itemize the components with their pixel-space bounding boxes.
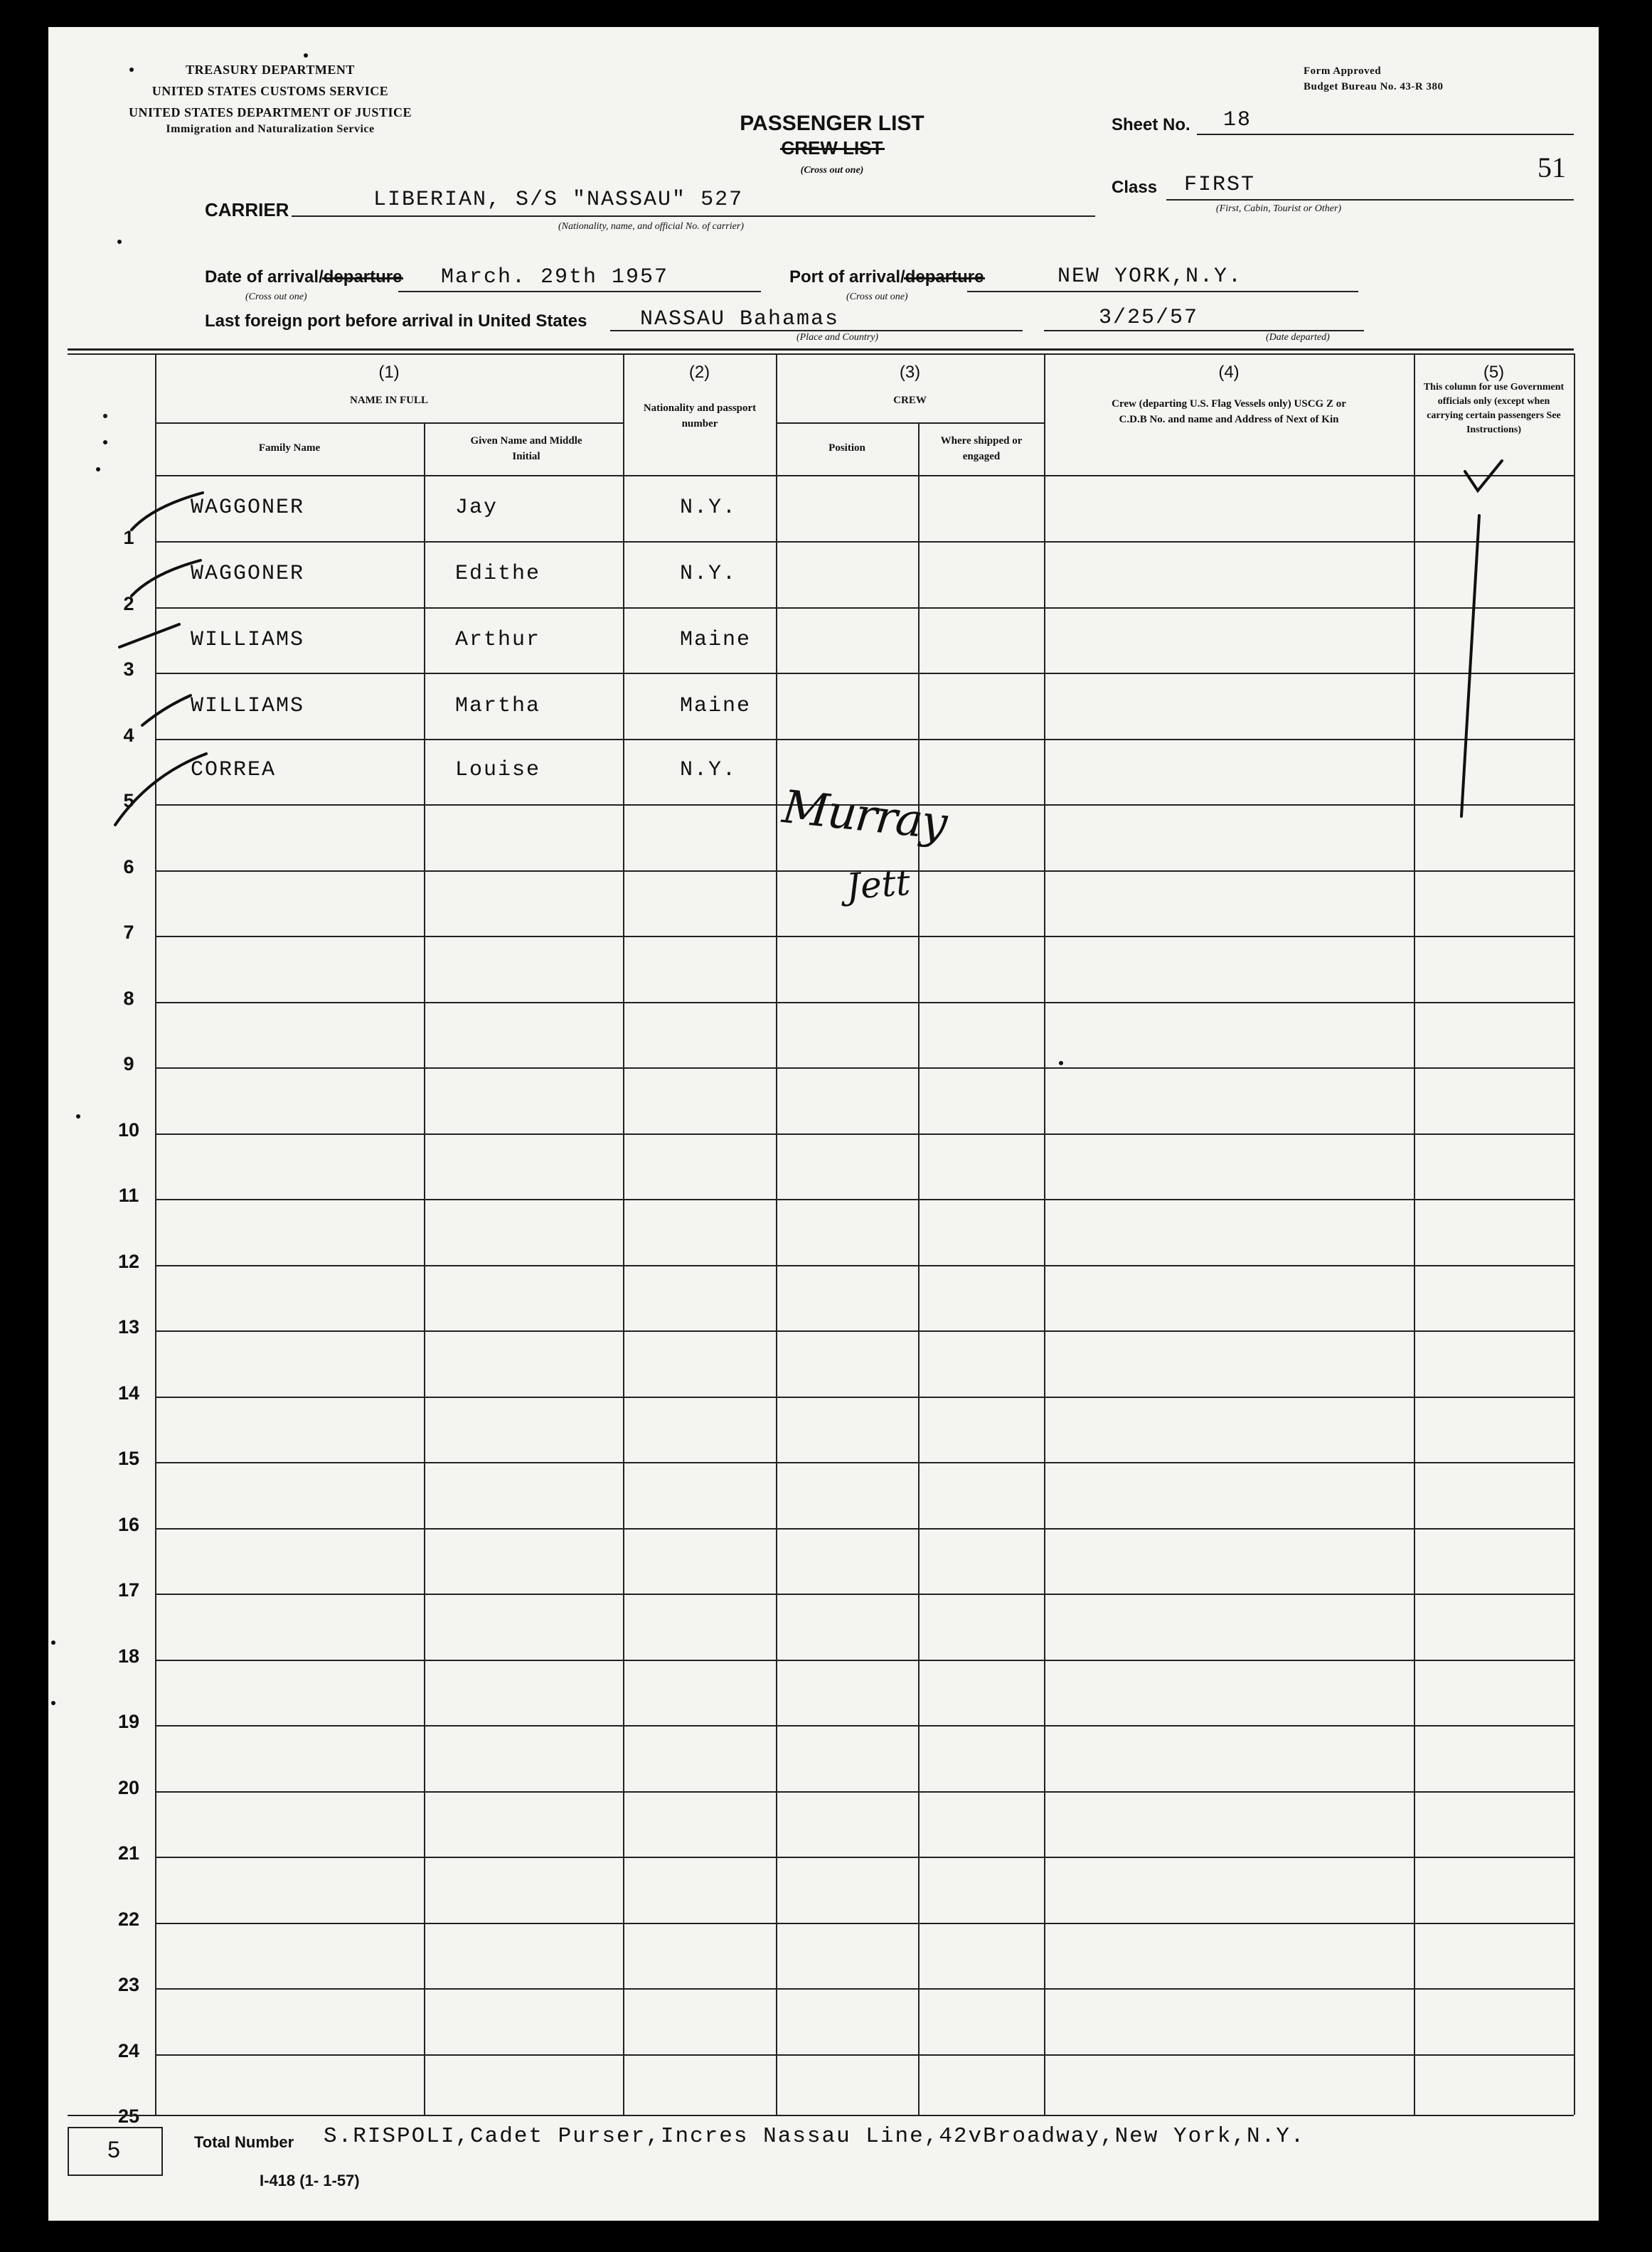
where-shipped-heading: Where shipped or engaged [940,435,1023,462]
given-name-4: Martha [455,694,541,718]
bracket-line-column-5 [1461,516,1479,816]
row-number: 13 [117,1316,140,1338]
port-label: Port of arrival/departure [789,267,984,287]
row-number: 15 [117,1448,140,1469]
sheet-number: 18 [1223,108,1252,132]
nationality-2: N.Y. [680,562,737,586]
nationality-4: Maine [680,694,752,718]
col1-title: NAME IN FULL [349,395,428,406]
col5-heading: This column for use Government officials only (except when carrying certain passengers See Instructions) [1423,382,1565,435]
row-number: 12 [117,1251,140,1272]
row-number: 1 [123,527,134,548]
row-number: 19 [117,1711,140,1732]
given-name-3: Arthur [455,628,541,652]
row-number: 6 [123,856,134,877]
family-name-3: WILLIAMS [191,628,305,652]
carrier-label: CARRIER [205,199,289,220]
row-number: 5 [123,790,134,811]
checkmark-column-5 [1465,461,1502,491]
date-departed-note: (Date departed) [1266,332,1330,343]
row-number: 10 [117,1119,140,1141]
nationality-3: Maine [680,628,752,652]
port-departure-struck: departure [905,267,984,287]
form-number: I-418 (1- 1-57) [260,2172,360,2189]
class-note: (First, Cabin, Tourist or Other) [1216,203,1342,214]
form-title: PASSENGER LIST [740,112,924,135]
agency-line-3: UNITED STATES DEPARTMENT OF JUSTICE [129,105,412,119]
col1-number: (1) [378,363,400,382]
nationality-heading: Nationality and passport number [643,402,757,429]
budget-bureau-number: Budget Bureau No. 43-R 380 [1304,81,1444,92]
port-cross-note: (Cross out one) [846,292,908,302]
row-number: 20 [117,1777,140,1798]
total-number-value: 5 [107,2137,120,2162]
row-number: 14 [117,1382,140,1404]
col4-heading: Crew (departing U.S. Flag Vessels only) USCG Z or C.D.B No. and name and Address of Next of Kin [1112,398,1346,425]
family-name-heading: Family Name [258,442,321,454]
tick-mark-row-2 [132,560,201,596]
title-cross-note: (Cross out one) [800,165,864,176]
row-number: 21 [117,1842,140,1864]
position-heading: Position [828,442,865,454]
given-name-1: Jay [455,496,499,520]
agency-line-1: TREASURY DEPARTMENT [186,63,355,77]
place-note: (Place and Country) [796,332,879,343]
row-number: 7 [123,922,134,943]
nationality-5: N.Y. [680,758,737,782]
row-number: 16 [117,1514,140,1535]
given-name-heading: Given Name and Middle Initial [470,435,582,462]
signature-jett: Jett [845,861,912,908]
date-departure-struck: departure [323,267,403,287]
arrival-port: NEW YORK,N.Y. [1057,265,1243,289]
family-name-4: WILLIAMS [191,694,305,718]
last-port-label: Last foreign port before arrival in United States [205,311,587,331]
tick-mark-row-1 [132,493,203,530]
form-approved: Form Approved [1304,65,1382,77]
row-number: 23 [117,1974,140,1995]
row-number: 22 [117,1909,140,1930]
sheet-label: Sheet No. [1112,115,1190,134]
signature-murray: Murray [779,781,949,850]
crew-list-struck: CREW LIST [781,137,883,159]
date-departed: 3/25/57 [1099,306,1199,330]
master-purser-text: S.RISPOLI,Cadet Purser,Incres Nassau Line,42vBroadway,New York,N.Y. [324,2124,1306,2149]
class-value: FIRST [1184,173,1256,197]
row-number: 3 [123,658,134,680]
family-name-5: CORREA [191,758,277,782]
tick-mark-row-4 [142,695,191,725]
row-number: 9 [123,1053,134,1074]
class-label: Class [1112,178,1158,197]
row-number: 24 [117,2040,140,2061]
carrier-note: (Nationality, name, and official No. of carrier) [558,221,744,232]
carrier-value: LIBERIAN, S/S "NASSAU" 527 [373,188,744,212]
page-number: 51 [1538,151,1566,183]
family-name-1: WAGGONER [191,496,305,520]
row-number: 25 [117,2106,140,2127]
given-name-2: Edithe [455,562,541,586]
row-number: 17 [117,1579,140,1601]
date-label: Date of arrival/departure [205,267,403,287]
total-number-label: Total Number [194,2133,294,2151]
row-number: 4 [123,725,134,746]
crew-heading: CREW [893,395,927,406]
arrival-date: March. 29th 1957 [441,265,669,289]
row-number: 8 [123,988,134,1009]
row-number: 11 [118,1185,139,1206]
col2-number: (2) [688,363,710,382]
col3-number: (3) [899,363,921,382]
family-name-2: WAGGONER [191,562,305,586]
agency-line-2: UNITED STATES CUSTOMS SERVICE [151,84,389,98]
col5-number: (5) [1483,363,1505,382]
row-number: 2 [123,593,134,614]
date-cross-note: (Cross out one) [245,292,307,302]
agency-line-4: Immigration and Naturalization Service [166,123,375,135]
tick-mark-row-3 [119,624,179,647]
tick-mark-row-5 [115,754,206,825]
given-name-5: Louise [455,758,541,782]
row-number: 18 [117,1645,140,1667]
nationality-1: N.Y. [680,496,737,520]
col4-number: (4) [1218,363,1240,382]
last-port-value: NASSAU Bahamas [640,307,840,331]
